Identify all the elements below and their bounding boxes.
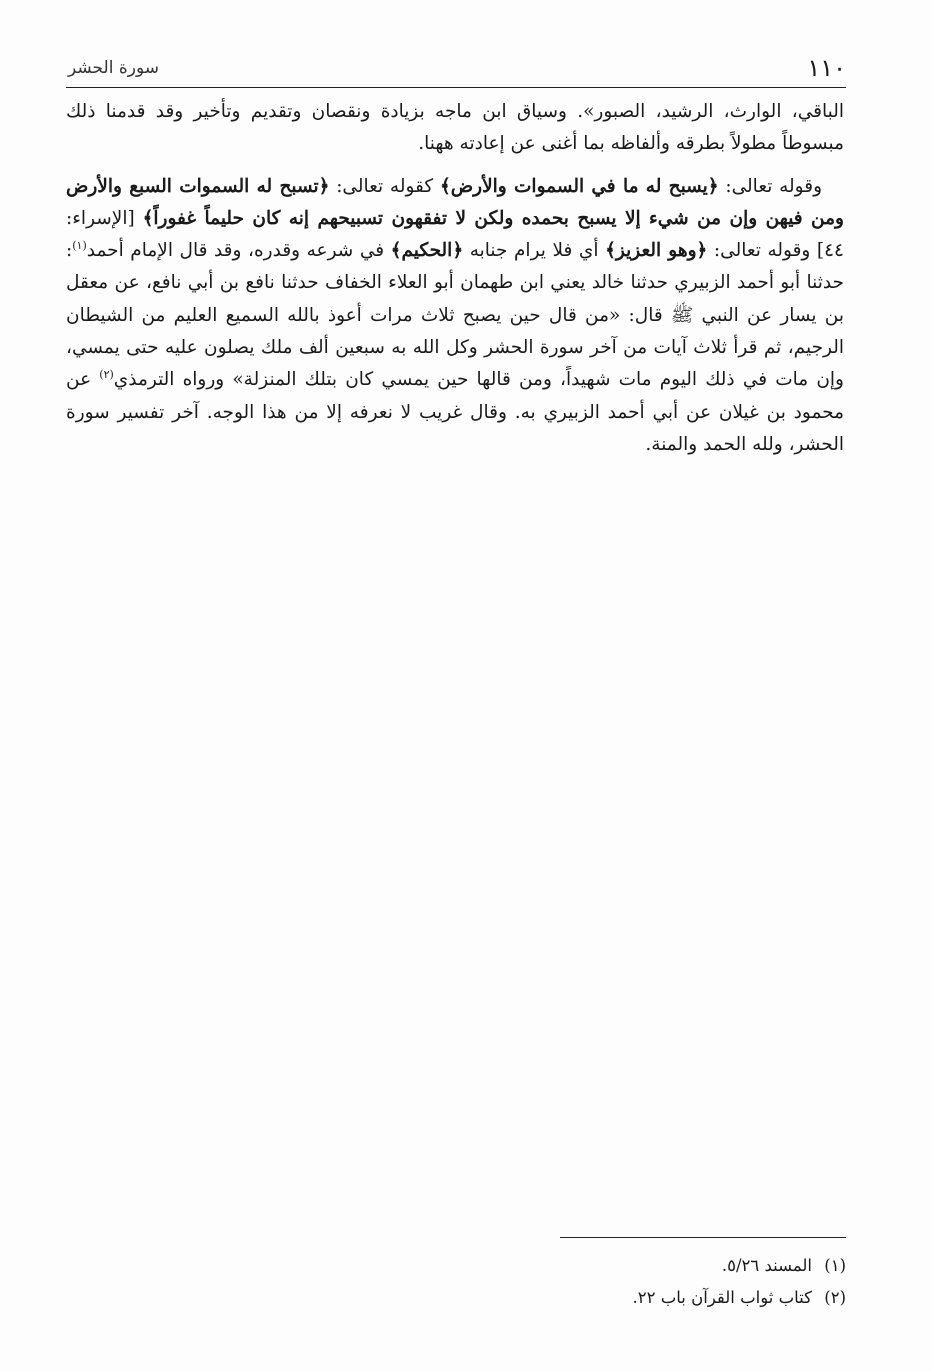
page-number: ١١٠ <box>807 54 846 82</box>
footnote-1 <box>346 1250 846 1282</box>
footnote-rule <box>560 1237 846 1238</box>
quran-quote: ﴿وهو العزيز﴾ <box>605 240 708 262</box>
quran-quote: ﴿الحكيم﴾ <box>390 240 464 262</box>
header-rule <box>66 87 846 88</box>
paragraph-2 <box>66 171 844 462</box>
text-run: : حدثنا أبو أحمد الزبيري حدثنا خالد يعني ابن طهمان أبو العلاء الخفاف حدثنا نافع بن أبي نافع، عن معقل بن يسار عن النبي ﷺ قال: «من قال حين يصبح ثلاث مرات أعوذ بالله السميع العليم من الشيطان الرجيم، ثم قرأ ثلاث آيات من آخر سورة الحشر وكل الله به سبعين ألف ملك يصلون عليه حتى يمسي، وإن مات في ذلك اليوم مات شهيداً، ومن قالها حين يمسي كان بتلك المنزلة» ورواه الترمذي <box>66 240 844 391</box>
footnote-2 <box>346 1282 846 1314</box>
footnote-ref-2: (٢) <box>99 368 114 382</box>
footnote-marker: (٢) <box>824 1288 846 1307</box>
running-title: سورة الحشر <box>68 58 159 78</box>
footnote-ref-1: (١) <box>72 239 87 253</box>
quran-quote: ﴿يسبح له ما في السموات والأرض﴾ <box>439 175 719 197</box>
text-run: كقوله تعالى: <box>329 175 440 197</box>
quran-quote: ﴿تسبح له السموات السبع والأرض ومن فيهن وإن من شيء إلا يسبح بحمده ولكن لا تفقهون تسبيحهم إنه كان حليماً غفوراً﴾ <box>66 175 844 229</box>
text-run: [الإسراء: ٤٤] وقوله تعالى: <box>66 207 844 262</box>
text-run: في شرعه وقدره، وقد قال الإمام أحمد <box>86 240 391 262</box>
text-run: أي فلا يرام جنابه <box>463 240 606 262</box>
footnotes <box>346 1250 846 1314</box>
text-run: عن محمود بن غيلان عن أبي أحمد الزبيري به. وقال غريب لا نعرفه إلا من هذا الوجه. آخر تفسير سورة الحشر، ولله الحمد والمنة. <box>66 369 844 455</box>
footnote-text: المسند ٥/٢٦. <box>721 1256 812 1275</box>
text-run: وقوله تعالى: <box>718 175 823 197</box>
main-text <box>66 96 844 461</box>
paragraph-1: الباقي، الوارث، الرشيد، الصبور». وسياق ابن ماجه بزيادة ونقصان وتقديم وتأخير وقد قدمنا ذلك مبسوطاً مطولاً بطرقه وألفاظه بما أغنى عن إعادته ههنا. <box>66 101 844 155</box>
page-header <box>68 52 846 86</box>
footnote-text: كتاب ثواب القرآن باب ٢٢. <box>632 1288 812 1307</box>
footnote-marker: (١) <box>824 1256 846 1275</box>
